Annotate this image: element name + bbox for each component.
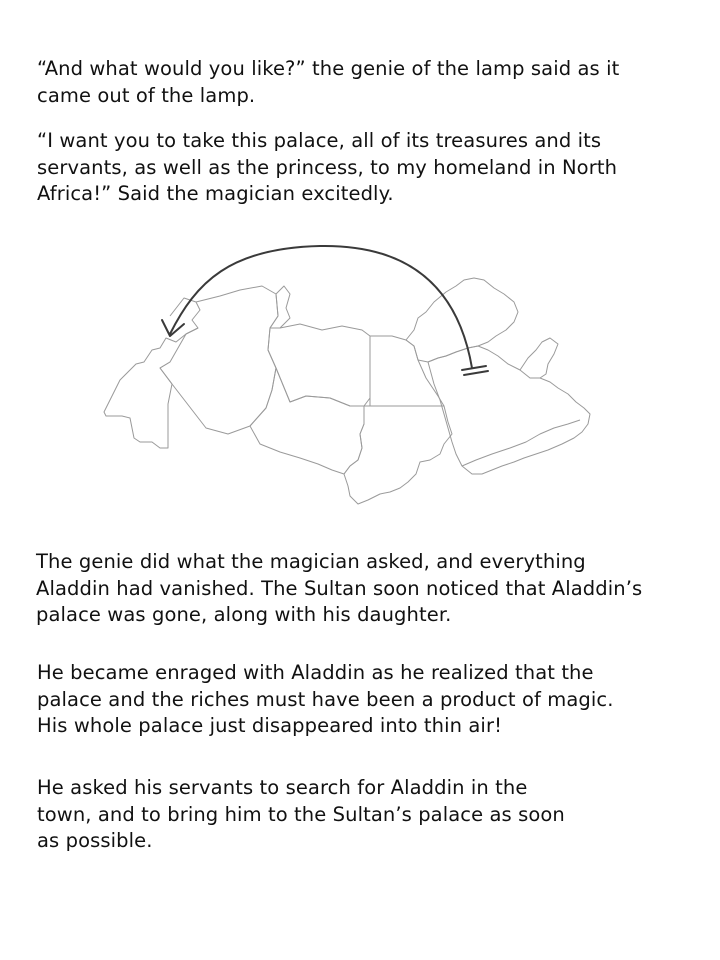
map-region-libya [268,324,370,406]
text-line: came out of the lamp. [37,83,256,107]
map-region-algeria [160,286,278,434]
text-line: as possible. [37,829,153,852]
text-line: Aladdin had vanished. The Sultan soon noticed that Aladdin’s [36,576,643,600]
text-line: “I want you to take this palace, all of its treasures and its [37,129,602,152]
map-region-egypt [370,336,444,406]
text-line: palace and the riches must have been a product of magic. [37,687,614,711]
paragraph-magician-wish [37,128,617,208]
map-region-sahel [250,368,364,474]
map-outline-west-africa [104,298,200,448]
text-line: town, and to bring him to the Sultan’s palace as soon [37,802,565,826]
text-line: palace was gone, along with his daughter. [36,603,452,626]
map-region-arabia [428,346,590,474]
journey-arrow [170,246,472,368]
text-line: He asked his servants to search for Aladdin in the [37,776,528,799]
text-line: servants, as well as the princess, to my homeland in North [37,155,618,179]
paragraph-sultan-enraged [37,660,614,740]
paragraph-palace-vanished [36,549,642,629]
paragraph-genie-question [37,56,619,109]
text-line: The genie did what the magician asked, and everything [36,550,586,573]
text-line: His whole palace just disappeared into thin air! [37,714,502,737]
text-line: Africa!” Said the magician excitedly. [37,182,394,205]
map-illustration [100,238,600,508]
map-region-levant [406,278,518,362]
arrow-tail [462,366,488,375]
map-region-sudan [344,406,452,504]
text-line: He became enraged with Aladdin as he realized that the [37,661,594,684]
paragraph-search-for-aladdin [37,775,565,855]
text-line: “And what would you like?” the genie of the lamp said as it [37,57,620,80]
map-region-gulf-states [520,338,558,378]
